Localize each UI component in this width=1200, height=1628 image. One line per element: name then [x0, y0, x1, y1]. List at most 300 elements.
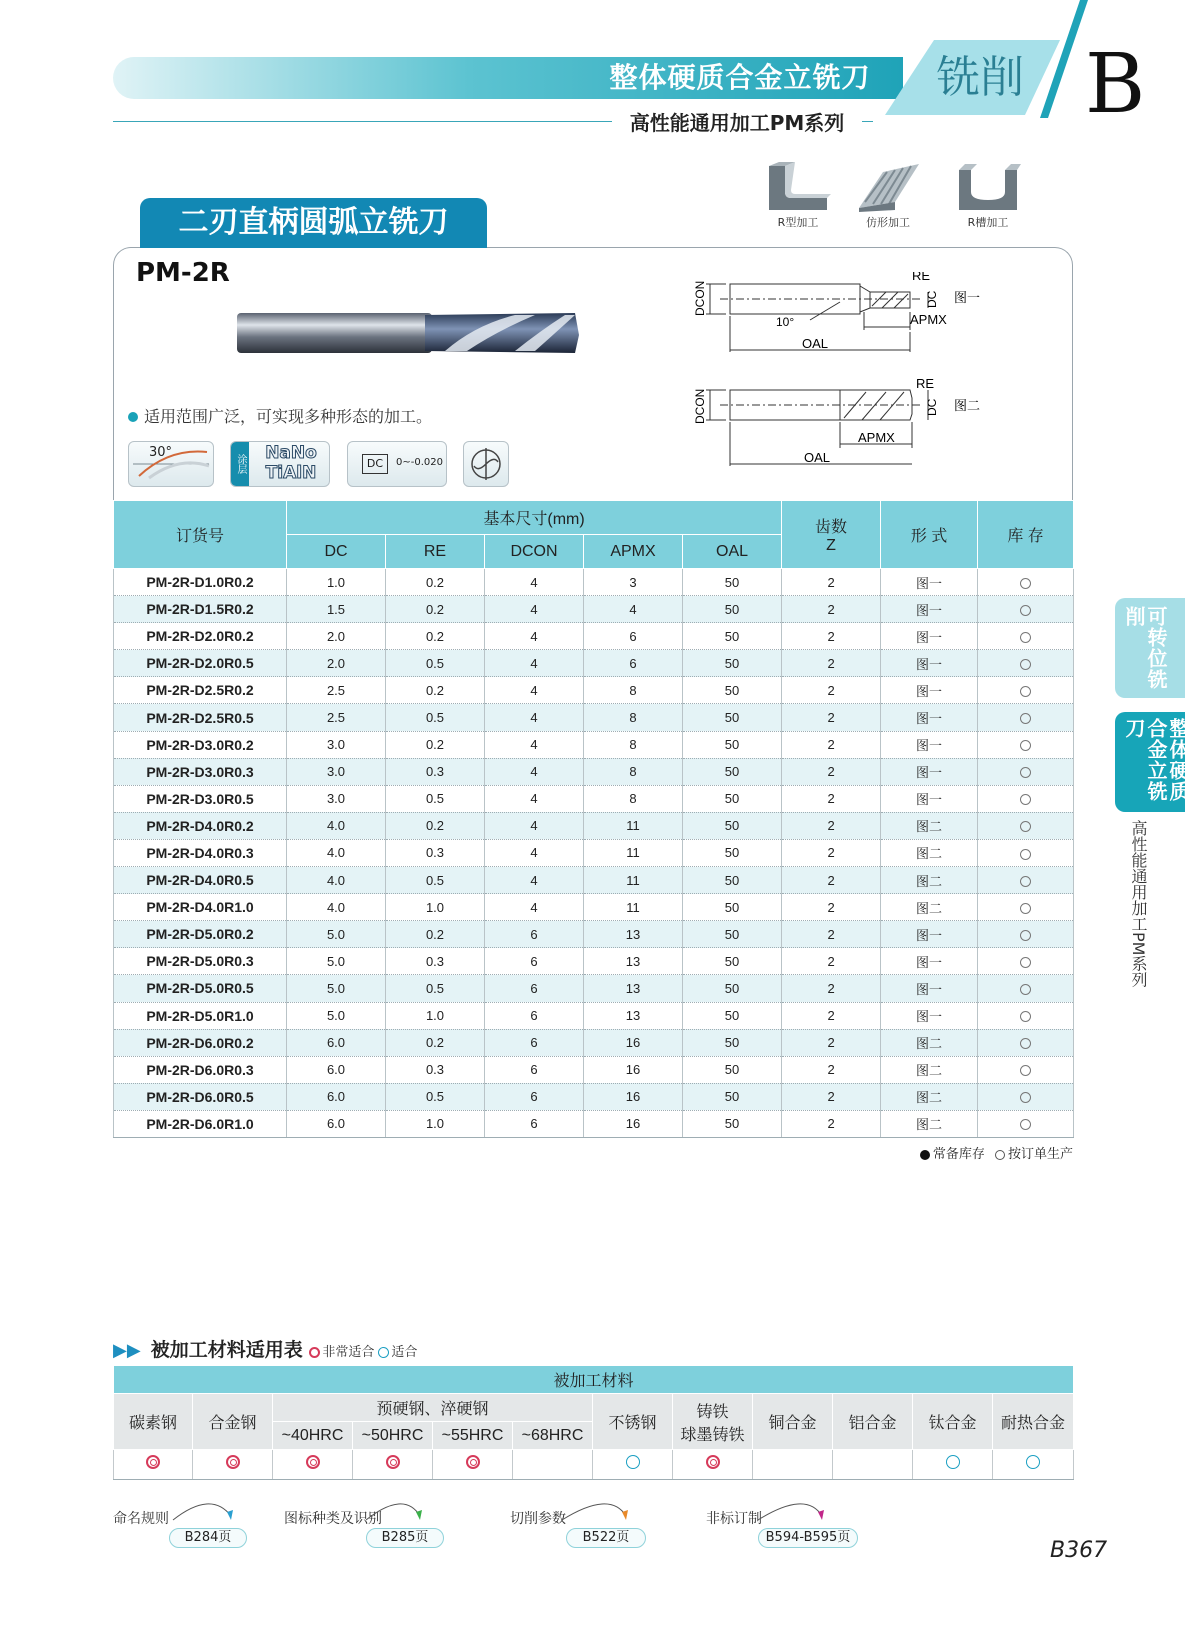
- table-cell: 图一: [881, 731, 978, 758]
- very-suitable-icon: [309, 1347, 320, 1358]
- mat-cast: [673, 1394, 753, 1450]
- ref-page[interactable]: B284页: [169, 1528, 247, 1548]
- table-cell: 2: [782, 677, 881, 704]
- table-cell: 13: [584, 1002, 683, 1029]
- table-cell: 图一: [881, 596, 978, 623]
- suitable-icon: [946, 1455, 960, 1469]
- table-cell: 16: [584, 1083, 683, 1110]
- table-cell: PM-2R-D6.0R0.2: [114, 1029, 287, 1056]
- mat-aluminum: 铝合金: [833, 1394, 913, 1450]
- side-series-label: 高性能通用加工PM系列: [1129, 820, 1148, 988]
- order-circle-icon: [1020, 1065, 1031, 1076]
- table-cell: 2.5: [287, 704, 386, 731]
- table-cell: 1.0: [386, 1002, 485, 1029]
- suitability-cell: [993, 1450, 1074, 1480]
- stock-dot-icon: [920, 1150, 930, 1160]
- table-cell: 图一: [881, 569, 978, 596]
- table-cell: 50: [683, 623, 782, 650]
- machining-label: 仿形加工: [866, 216, 910, 229]
- table-cell: 0.5: [386, 1083, 485, 1110]
- table-cell: 13: [584, 921, 683, 948]
- table-cell: 50: [683, 839, 782, 866]
- product-description: [128, 404, 432, 427]
- stock-cell: [978, 1110, 1074, 1137]
- table-cell: PM-2R-D2.0R0.5: [114, 650, 287, 677]
- dim-apmx: APMX: [910, 312, 947, 327]
- table-row: [114, 1029, 1074, 1056]
- table-cell: 1.0: [386, 1110, 485, 1137]
- table-cell: 2: [782, 894, 881, 921]
- stock-cell: [978, 596, 1074, 623]
- mat-titanium: 钛合金: [913, 1394, 993, 1450]
- dim-dcon: DCON: [693, 388, 707, 424]
- suitable-icon: [378, 1347, 389, 1358]
- suitable-icon: [626, 1455, 640, 1469]
- ref-icons[interactable]: [284, 1508, 454, 1548]
- table-cell: 50: [683, 921, 782, 948]
- col-form: 形 式: [881, 501, 978, 569]
- table-cell: 0.5: [386, 650, 485, 677]
- machining-label: R型加工: [777, 216, 819, 229]
- dim-oal: OAL: [804, 450, 831, 465]
- stock-cell: [978, 839, 1074, 866]
- table-cell: 0.2: [386, 1029, 485, 1056]
- stock-legend: [920, 1143, 1073, 1162]
- table-cell: 4: [485, 596, 584, 623]
- table-cell: 3.0: [287, 758, 386, 785]
- table-cell: 2: [782, 650, 881, 677]
- suitability-cell: [593, 1450, 673, 1480]
- table-cell: 图二: [881, 1110, 978, 1137]
- table-cell: 图二: [881, 812, 978, 839]
- table-cell: 6.0: [287, 1029, 386, 1056]
- page-number: B367: [1050, 1538, 1108, 1563]
- table-cell: PM-2R-D4.0R0.5: [114, 867, 287, 894]
- table-cell: 4.0: [287, 812, 386, 839]
- table-cell: 4.0: [287, 894, 386, 921]
- order-circle-icon: [1020, 578, 1031, 589]
- ref-label: 切削参数: [510, 1511, 566, 1527]
- order-circle-icon: [1020, 794, 1031, 805]
- section-letter: B: [1085, 37, 1146, 132]
- table-row: [114, 677, 1074, 704]
- stock-cell: [978, 1056, 1074, 1083]
- table-cell: 2: [782, 1056, 881, 1083]
- table-cell: 2.5: [287, 677, 386, 704]
- table-cell: 50: [683, 650, 782, 677]
- mat-heat: 耐热合金: [993, 1394, 1074, 1450]
- table-cell: 6: [485, 1110, 584, 1137]
- machining-r-profile: [758, 162, 838, 232]
- table-cell: 50: [683, 1056, 782, 1083]
- table-cell: PM-2R-D2.0R0.2: [114, 623, 287, 650]
- ref-page[interactable]: B594-B595页: [758, 1528, 858, 1548]
- coating-line1: NaNo: [265, 443, 317, 463]
- dim-oal: OAL: [802, 336, 829, 351]
- curve-arrow-icon: [364, 1496, 434, 1526]
- table-row: [114, 975, 1074, 1002]
- table-cell: 0.2: [386, 677, 485, 704]
- table-cell: 50: [683, 1029, 782, 1056]
- col-basic: 基本尺寸(mm): [287, 501, 782, 535]
- table-row: [114, 758, 1074, 785]
- product-tab: 二刃直柄圆弧立铣刀: [140, 198, 487, 248]
- helix-angle-badge: [128, 441, 214, 487]
- table-cell: 8: [584, 677, 683, 704]
- table-cell: 50: [683, 894, 782, 921]
- table-cell: 6: [485, 1056, 584, 1083]
- machining-label: R槽加工: [967, 216, 1009, 229]
- table-cell: PM-2R-D1.0R0.2: [114, 569, 287, 596]
- suitability-cell: [673, 1450, 753, 1480]
- table-cell: 2.0: [287, 650, 386, 677]
- suitability-cell: [753, 1450, 833, 1480]
- order-circle-icon: [1020, 1119, 1031, 1130]
- suitability-cell: [513, 1450, 593, 1480]
- table-cell: PM-2R-D4.0R0.2: [114, 812, 287, 839]
- table-cell: 6: [485, 921, 584, 948]
- table-cell: 2.0: [287, 623, 386, 650]
- material-header: 被加工材料: [114, 1366, 1074, 1394]
- mat-50hrc: ~50HRC: [353, 1422, 433, 1450]
- table-cell: 3.0: [287, 785, 386, 812]
- diagram-figure-2: [690, 376, 1020, 474]
- table-cell: 图一: [881, 785, 978, 812]
- table-cell: 4: [485, 704, 584, 731]
- header-title: 整体硬质合金立铣刀: [609, 61, 871, 94]
- side-tab-solid-carbide[interactable]: [1115, 712, 1190, 812]
- machining-contour: [848, 162, 928, 232]
- contour-icon: [855, 162, 921, 212]
- table-cell: 1.5: [287, 596, 386, 623]
- table-cell: 2: [782, 1110, 881, 1137]
- table-cell: 11: [584, 894, 683, 921]
- table-cell: 0.5: [386, 867, 485, 894]
- table-cell: PM-2R-D6.0R0.5: [114, 1083, 287, 1110]
- diagram-figure-1: [690, 272, 1020, 360]
- table-cell: 图二: [881, 1083, 978, 1110]
- col-stock: 库 存: [978, 501, 1074, 569]
- table-cell: 0.2: [386, 569, 485, 596]
- table-cell: 图一: [881, 623, 978, 650]
- dim-dcon: DCON: [693, 280, 707, 316]
- table-cell: 50: [683, 731, 782, 758]
- dim-re: RE: [912, 272, 931, 283]
- dim-apmx: APMX: [858, 430, 895, 445]
- table-cell: 图一: [881, 921, 978, 948]
- suitability-cell: [833, 1450, 913, 1480]
- table-row: [114, 921, 1074, 948]
- stock-cell: [978, 677, 1074, 704]
- table-cell: 5.0: [287, 948, 386, 975]
- table-cell: 50: [683, 1002, 782, 1029]
- table-row: [114, 1110, 1074, 1137]
- helix-angle: 30°: [149, 445, 173, 460]
- table-cell: 6.0: [287, 1056, 386, 1083]
- table-cell: 4: [485, 867, 584, 894]
- suitable-icon: [1026, 1455, 1040, 1469]
- table-cell: 6: [485, 975, 584, 1002]
- curve-arrow-icon: [756, 1496, 836, 1526]
- order-circle-icon: [1020, 1092, 1031, 1103]
- suitability-cell: [193, 1450, 273, 1480]
- table-cell: 4: [485, 623, 584, 650]
- table-cell: 图一: [881, 677, 978, 704]
- table-cell: 2: [782, 596, 881, 623]
- table-cell: 5.0: [287, 1002, 386, 1029]
- table-cell: 6: [584, 650, 683, 677]
- very-suitable-icon: [466, 1455, 480, 1469]
- order-circle-icon: [1020, 767, 1031, 778]
- ref-custom[interactable]: [706, 1508, 876, 1548]
- table-cell: 4: [485, 650, 584, 677]
- col-dcon: DCON: [485, 535, 584, 569]
- stock-cell: [978, 948, 1074, 975]
- table-cell: 50: [683, 1110, 782, 1137]
- order-circle-icon: [1020, 740, 1031, 751]
- table-cell: 0.2: [386, 921, 485, 948]
- table-cell: 6: [485, 1029, 584, 1056]
- table-row: [114, 812, 1074, 839]
- table-cell: 0.2: [386, 596, 485, 623]
- spec-table-body: [114, 569, 1074, 1138]
- table-cell: 0.3: [386, 948, 485, 975]
- col-oal: OAL: [683, 535, 782, 569]
- table-cell: 6.0: [287, 1110, 386, 1137]
- order-circle-icon: [1020, 632, 1031, 643]
- order-circle-icon: [1020, 1011, 1031, 1022]
- table-cell: 50: [683, 596, 782, 623]
- table-cell: 8: [584, 704, 683, 731]
- side-tab-indexable[interactable]: [1115, 598, 1185, 698]
- material-table-title: [113, 1335, 417, 1362]
- suitability-cell: [913, 1450, 993, 1480]
- table-cell: 2: [782, 785, 881, 812]
- r-profile-icon: [765, 162, 831, 212]
- stock-cell: [978, 650, 1074, 677]
- very-suitable-icon: [226, 1455, 240, 1469]
- legend-stock: 常备库存: [932, 1147, 985, 1162]
- ref-page[interactable]: B285页: [366, 1528, 444, 1548]
- table-cell: 4: [485, 894, 584, 921]
- ball-end-badge: [463, 441, 509, 487]
- r-groove-icon: [955, 162, 1021, 212]
- table-cell: 2: [782, 758, 881, 785]
- col-apmx: APMX: [584, 535, 683, 569]
- order-circle-icon: [1020, 984, 1031, 995]
- table-cell: 0.2: [386, 623, 485, 650]
- end-mill-photo-icon: [235, 305, 580, 363]
- table-cell: 50: [683, 812, 782, 839]
- table-cell: 4: [485, 785, 584, 812]
- stock-cell: [978, 867, 1074, 894]
- table-cell: PM-2R-D3.0R0.3: [114, 758, 287, 785]
- stock-cell: [978, 785, 1074, 812]
- table-cell: 2: [782, 812, 881, 839]
- table-cell: 50: [683, 1083, 782, 1110]
- coating-line2: TiAlN: [265, 463, 317, 483]
- order-circle-icon: [1020, 930, 1031, 941]
- mat-hardened: 预硬钢、淬硬钢: [273, 1394, 593, 1422]
- table-cell: 图一: [881, 1002, 978, 1029]
- table-cell: 6: [485, 1002, 584, 1029]
- table-cell: 3: [584, 569, 683, 596]
- table-row: [114, 623, 1074, 650]
- order-circle-icon: [1020, 1038, 1031, 1049]
- table-cell: 50: [683, 948, 782, 975]
- order-circle-icon: [1020, 821, 1031, 832]
- table-cell: 0.2: [386, 812, 485, 839]
- table-cell: 图一: [881, 758, 978, 785]
- table-cell: PM-2R-D5.0R0.3: [114, 948, 287, 975]
- table-cell: 2: [782, 921, 881, 948]
- curve-arrow-icon: [171, 1496, 241, 1526]
- series-subtitle: 高性能通用加工PM系列: [612, 108, 862, 138]
- table-cell: 16: [584, 1110, 683, 1137]
- order-circle-icon: [1020, 605, 1031, 616]
- table-cell: 11: [584, 867, 683, 894]
- stock-cell: [978, 569, 1074, 596]
- model-name: PM-2R: [136, 258, 230, 288]
- table-cell: 8: [584, 758, 683, 785]
- table-cell: 5.0: [287, 921, 386, 948]
- tolerance-badge: [347, 441, 447, 487]
- ref-naming[interactable]: [113, 1508, 253, 1548]
- table-cell: 50: [683, 569, 782, 596]
- material-suitability-row: [114, 1450, 1074, 1480]
- table-cell: 图一: [881, 975, 978, 1002]
- table-cell: 0.3: [386, 758, 485, 785]
- table-row: [114, 650, 1074, 677]
- order-circle-icon: [1020, 903, 1031, 914]
- stock-cell: [978, 894, 1074, 921]
- cast-line2: 球墨铸铁: [680, 1426, 745, 1444]
- table-cell: 2: [782, 731, 881, 758]
- table-row: [114, 894, 1074, 921]
- dim-re: RE: [916, 376, 935, 391]
- order-circle-icon: [1020, 876, 1031, 887]
- table-cell: 11: [584, 812, 683, 839]
- mat-55hrc: ~55HRC: [433, 1422, 513, 1450]
- side-tab-label: 整体硬质合金立铣刀: [1122, 718, 1190, 802]
- table-cell: 0.3: [386, 1056, 485, 1083]
- material-title-text: 被加工材料适用表: [150, 1339, 303, 1361]
- table-cell: PM-2R-D6.0R1.0: [114, 1110, 287, 1137]
- table-row: [114, 704, 1074, 731]
- table-cell: 2: [782, 623, 881, 650]
- table-cell: 6: [485, 1083, 584, 1110]
- table-cell: 2: [782, 569, 881, 596]
- bullet-icon: [128, 412, 138, 422]
- table-row: [114, 1002, 1074, 1029]
- table-cell: 0.5: [386, 975, 485, 1002]
- order-circle-icon: [1020, 686, 1031, 697]
- table-row: [114, 1083, 1074, 1110]
- stock-cell: [978, 623, 1074, 650]
- ref-label: 命名规则: [113, 1511, 169, 1527]
- dim-dc: DC: [925, 398, 939, 416]
- description-text: 适用范围广泛，可实现多种形态的加工。: [144, 407, 433, 426]
- suitability-cell: [433, 1450, 513, 1480]
- table-cell: PM-2R-D5.0R1.0: [114, 1002, 287, 1029]
- dim-angle: 10°: [776, 315, 795, 329]
- mat-alloy: 合金钢: [193, 1394, 273, 1450]
- order-circle-icon: [1020, 957, 1031, 968]
- table-cell: 6: [584, 623, 683, 650]
- very-suitable-icon: [306, 1455, 320, 1469]
- section-title: 铣削: [936, 52, 1024, 103]
- stock-cell: [978, 1083, 1074, 1110]
- table-cell: 8: [584, 731, 683, 758]
- table-cell: 0.5: [386, 785, 485, 812]
- mat-68hrc: ~68HRC: [513, 1422, 593, 1450]
- table-cell: 4: [485, 677, 584, 704]
- very-suitable-icon: [146, 1455, 160, 1469]
- table-cell: 1.0: [386, 894, 485, 921]
- table-cell: 16: [584, 1056, 683, 1083]
- ref-page[interactable]: B522页: [566, 1528, 646, 1548]
- table-cell: 16: [584, 1029, 683, 1056]
- table-cell: PM-2R-D2.5R0.5: [114, 704, 287, 731]
- table-cell: 4: [485, 731, 584, 758]
- table-cell: 13: [584, 948, 683, 975]
- fig2-label: 图二: [954, 398, 981, 413]
- table-row: [114, 948, 1074, 975]
- table-cell: 图二: [881, 839, 978, 866]
- mat-40hrc: ~40HRC: [273, 1422, 353, 1450]
- table-row: [114, 785, 1074, 812]
- stock-cell: [978, 1002, 1074, 1029]
- dim-dc: DC: [925, 290, 939, 308]
- ref-cutting[interactable]: [510, 1508, 650, 1548]
- table-cell: 50: [683, 704, 782, 731]
- stock-cell: [978, 704, 1074, 731]
- table-cell: 图一: [881, 948, 978, 975]
- table-cell: 4.0: [287, 867, 386, 894]
- stock-cell: [978, 812, 1074, 839]
- table-cell: 4: [485, 839, 584, 866]
- mat-copper: 铜合金: [753, 1394, 833, 1450]
- table-cell: PM-2R-D1.5R0.2: [114, 596, 287, 623]
- double-arrow-icon: ▶▶: [113, 1340, 141, 1361]
- table-cell: 2: [782, 1002, 881, 1029]
- table-cell: PM-2R-D2.5R0.2: [114, 677, 287, 704]
- table-cell: 4.0: [287, 839, 386, 866]
- table-cell: 50: [683, 677, 782, 704]
- stock-cell: [978, 758, 1074, 785]
- flutes-z: Z: [826, 537, 836, 554]
- col-re: RE: [386, 535, 485, 569]
- legend-order: 按订单生产: [1007, 1147, 1073, 1162]
- table-cell: 50: [683, 758, 782, 785]
- table-cell: 13: [584, 975, 683, 1002]
- table-cell: 6.0: [287, 1083, 386, 1110]
- cast-line1: 铸铁: [696, 1403, 729, 1421]
- table-cell: 0.3: [386, 839, 485, 866]
- table-cell: 图二: [881, 1029, 978, 1056]
- table-cell: PM-2R-D5.0R0.2: [114, 921, 287, 948]
- ref-label: 非标订制: [706, 1511, 762, 1527]
- table-row: [114, 596, 1074, 623]
- table-cell: 2: [782, 704, 881, 731]
- table-cell: 4: [485, 758, 584, 785]
- stock-cell: [978, 975, 1074, 1002]
- very-suitable-icon: [706, 1455, 720, 1469]
- table-cell: PM-2R-D3.0R0.5: [114, 785, 287, 812]
- col-order: 订货号: [114, 501, 287, 569]
- table-cell: 6: [485, 948, 584, 975]
- mat-stainless: 不锈钢: [593, 1394, 673, 1450]
